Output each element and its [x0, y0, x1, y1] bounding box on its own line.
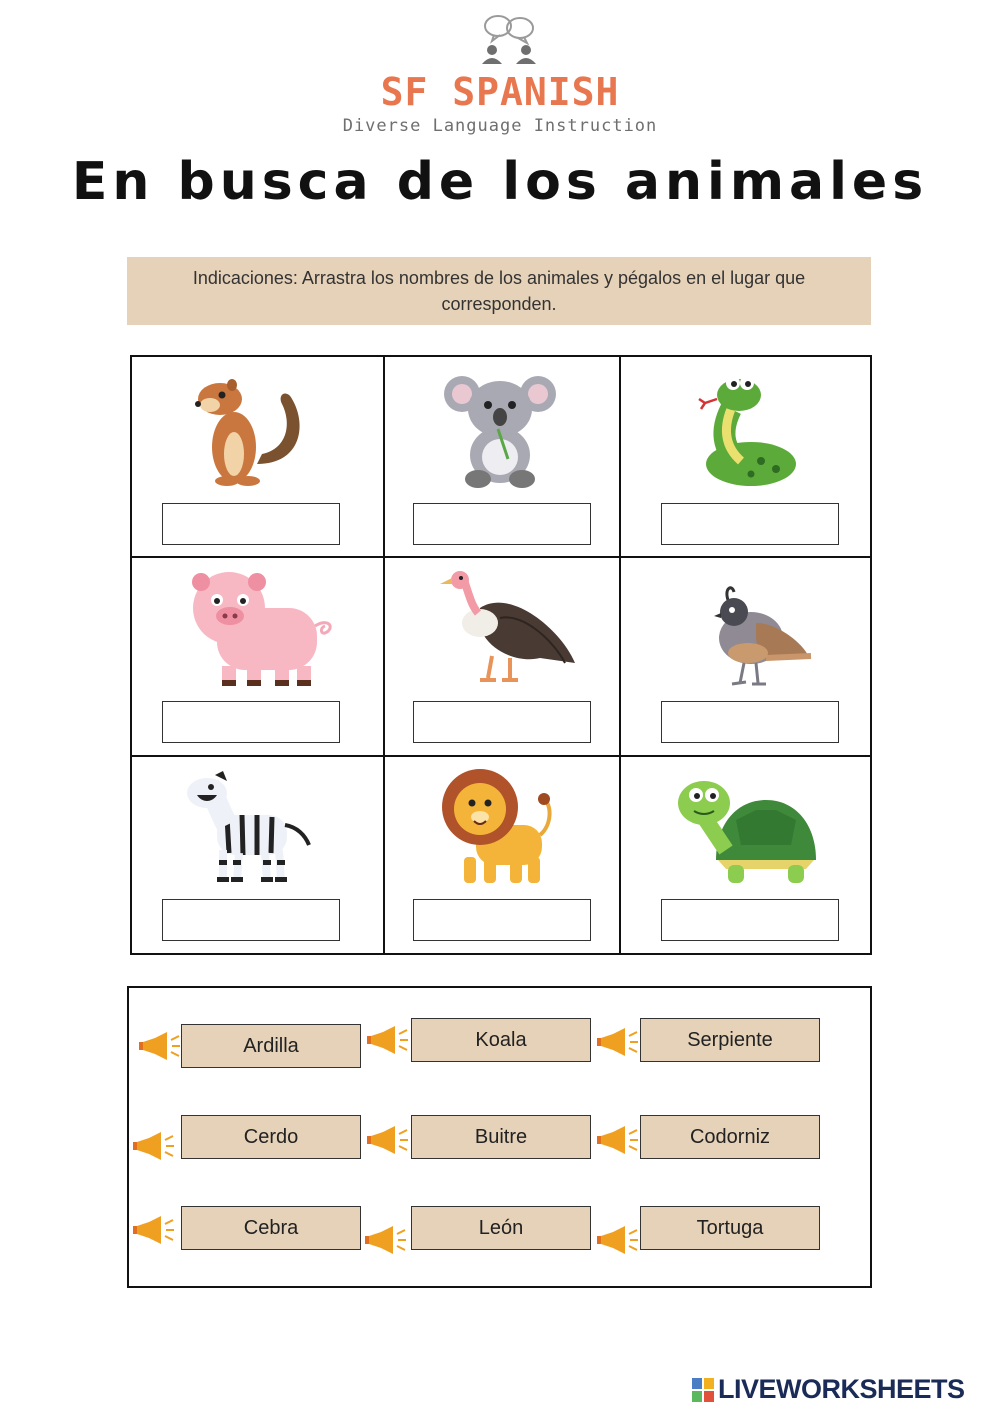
instructions-panel: [127, 257, 871, 325]
pig-icon: [187, 568, 337, 688]
grid-cell-4: [132, 558, 383, 755]
answer-drop-box[interactable]: [661, 503, 839, 545]
word-card-cerdo[interactable]: Cerdo: [181, 1115, 361, 1159]
brand-name: SF SPANISH: [380, 70, 620, 114]
megaphone-icon[interactable]: [131, 1130, 175, 1162]
answer-drop-box[interactable]: [413, 701, 591, 743]
lion-icon: [440, 765, 560, 890]
megaphone-icon[interactable]: [137, 1030, 181, 1062]
snake-icon: [691, 369, 801, 489]
instructions-text: Indicaciones: Arrastra los nombres de los animales y pégalos en el lugar que corresponden.: [192, 268, 806, 314]
quail-icon: [696, 578, 816, 698]
megaphone-icon[interactable]: [363, 1224, 407, 1256]
koala-icon: [440, 369, 560, 489]
grid-cell-3: [621, 357, 870, 556]
word-card-cebra[interactable]: Cebra: [181, 1206, 361, 1250]
grid-cell-6: [621, 558, 870, 755]
vulture-icon: [430, 568, 580, 688]
megaphone-icon[interactable]: [365, 1124, 409, 1156]
answer-drop-box[interactable]: [413, 899, 591, 941]
word-card-ardilla[interactable]: Ardilla: [181, 1024, 361, 1068]
grid-cell-7: [132, 757, 383, 953]
page-title: En busca de los animales: [71, 152, 929, 212]
squirrel-icon: [182, 369, 312, 489]
answer-drop-box[interactable]: [661, 899, 839, 941]
answer-drop-box[interactable]: [162, 899, 340, 941]
grid-cell-9: [621, 757, 870, 953]
word-card-codorniz[interactable]: Codorniz: [640, 1115, 820, 1159]
brand-logo-icon: [470, 10, 550, 70]
megaphone-icon[interactable]: [595, 1124, 639, 1156]
megaphone-icon[interactable]: [365, 1024, 409, 1056]
answer-drop-box[interactable]: [162, 701, 340, 743]
grid-cell-8: [385, 757, 619, 953]
word-card-leon[interactable]: León: [411, 1206, 591, 1250]
grid-cell-1: [132, 357, 383, 556]
word-card-serpiente[interactable]: Serpiente: [640, 1018, 820, 1062]
picture-grid: [130, 355, 872, 955]
liveworksheets-logo-text: LIVEWORKSHEETS: [718, 1374, 965, 1404]
word-bank-panel: [127, 986, 872, 1288]
liveworksheets-logo: [692, 1374, 992, 1406]
turtle-icon: [676, 765, 826, 885]
megaphone-icon[interactable]: [131, 1214, 175, 1246]
answer-drop-box[interactable]: [162, 503, 340, 545]
word-card-buitre[interactable]: Buitre: [411, 1115, 591, 1159]
liveworksheets-logo-icon: [692, 1378, 714, 1402]
grid-cell-2: [385, 357, 619, 556]
answer-drop-box[interactable]: [413, 503, 591, 545]
word-card-tortuga[interactable]: Tortuga: [640, 1206, 820, 1250]
grid-cell-5: [385, 558, 619, 755]
brand-tagline: Diverse Language Instruction: [342, 116, 658, 136]
word-card-koala[interactable]: Koala: [411, 1018, 591, 1062]
answer-drop-box[interactable]: [661, 701, 839, 743]
megaphone-icon[interactable]: [595, 1026, 639, 1058]
megaphone-icon[interactable]: [595, 1224, 639, 1256]
zebra-icon: [187, 765, 317, 885]
